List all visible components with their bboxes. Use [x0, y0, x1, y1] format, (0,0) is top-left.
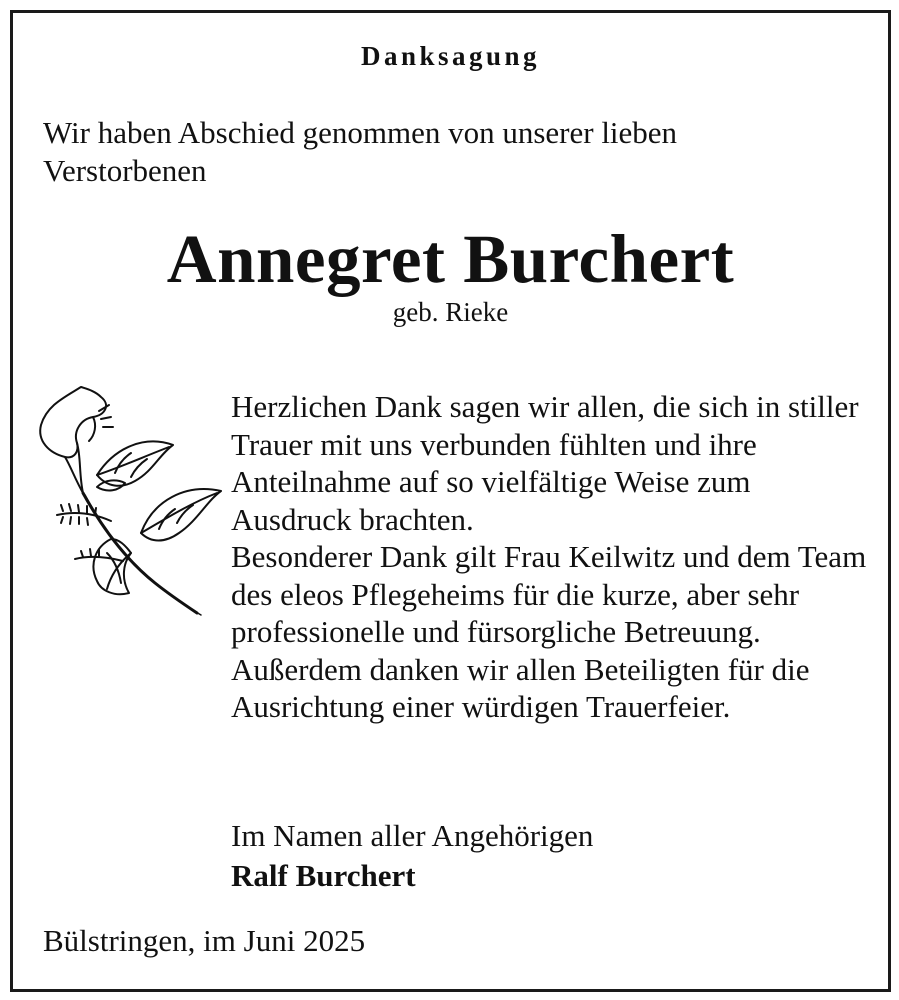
- maiden-name: geb. Rieke: [392, 297, 509, 327]
- intro-text: Wir haben Abschied genommen von unserer lieben Verstorbenen: [43, 115, 678, 188]
- notice-heading: Danksagung: [360, 41, 541, 71]
- calla-lily-icon: [35, 383, 225, 628]
- deceased-name: Annegret Burchert: [166, 221, 735, 297]
- thanks-body: [231, 388, 871, 726]
- closing-line: Im Namen aller Angehörigen: [231, 818, 594, 853]
- place-date: Bülstringen, im Juni 2025: [43, 923, 366, 958]
- obituary-frame: [10, 10, 891, 992]
- signature-name: Ralf Burchert: [231, 858, 416, 893]
- signature-block: [231, 816, 871, 896]
- thanks-paragraph: Außerdem danken wir allen Beteiligten für die Ausrichtung einer würdigen Trauerfeier.: [231, 651, 810, 724]
- thanks-paragraph: Herzlichen Dank sagen wir allen, die sich in stiller Trauer mit uns verbunden fühlten und ihre Anteilnahme auf so vielfältige Weise zum Ausdruck brachten.: [231, 389, 859, 537]
- thanks-paragraph: Besonderer Dank gilt Frau Keilwitz und dem Team des eleos Pflegeheims für die kurze, aber sehr professionelle und fürsorgliche Betreuung.: [231, 539, 867, 649]
